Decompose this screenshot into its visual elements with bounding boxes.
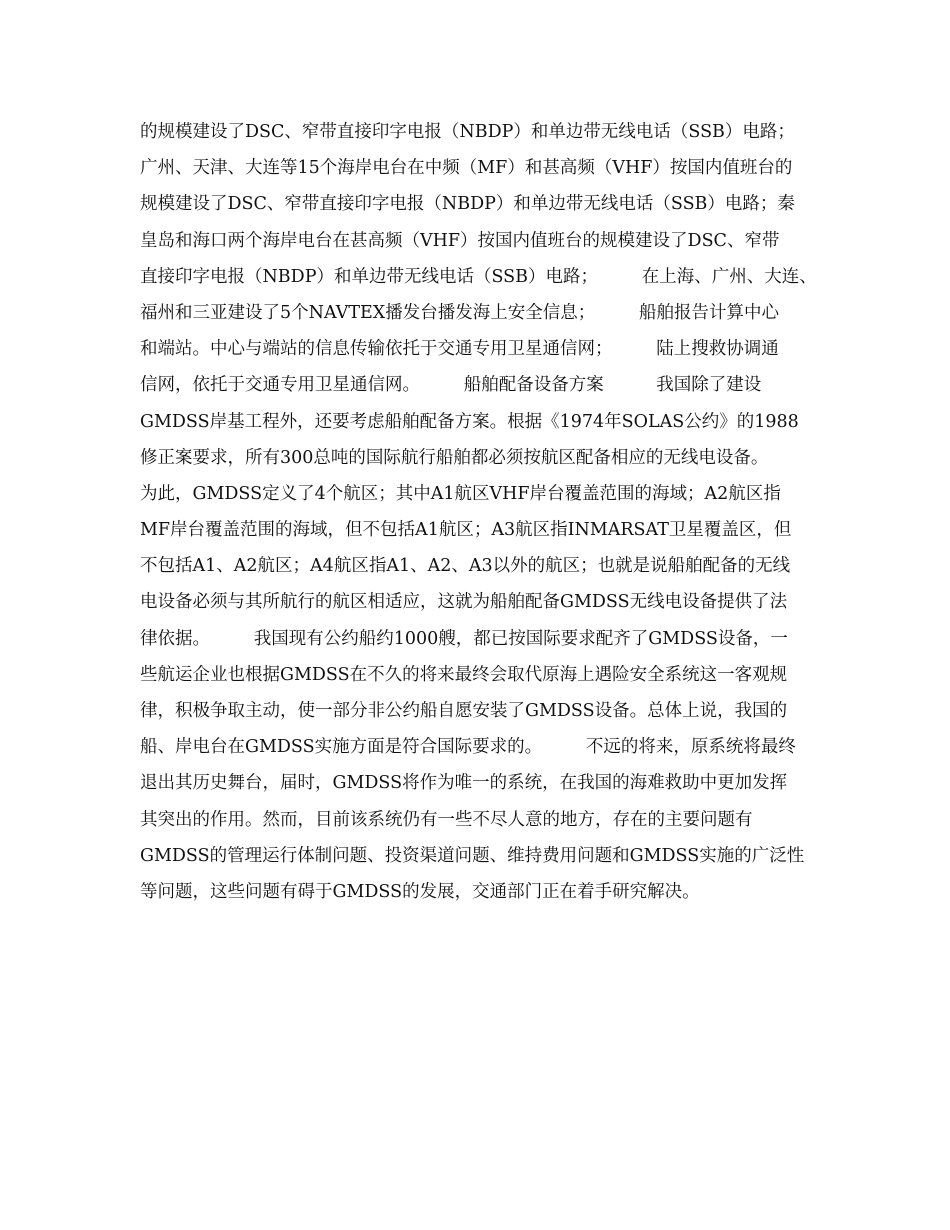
text-line: 和端站。中心与端站的信息传输依托于交通专用卫星通信网； 陆上搜救协调通 [140,339,779,360]
text-line: MF岸台覆盖范围的海域，但不包括A1航区；A3航区指INMARSAT卫星覆盖区，但 [140,520,792,541]
text-line: 不包括A1、A2航区；A4航区指A1、A2、A3以外的航区；也就是说船舶配备的无线 [140,556,791,577]
text-line: 修正案要求，所有300总吨的国际航行船舶都必须按航区配备相应的无线电设备。 [140,447,769,468]
text-line: 船、岸电台在GMDSS实施方面是符合国际要求的。 不远的将来，原系统将最终 [140,737,796,758]
body-text [140,114,840,910]
text-line: GMDSS的管理运行体制问题、投资渠道问题、维持费用问题和GMDSS实施的广泛性 [140,845,805,866]
text-line: GMDSS岸基工程外，还要考虑船舶配备方案。根据《1974年SOLAS公约》的1988 [140,411,799,432]
text-line: 电设备必须与其所航行的航区相适应，这就为船舶配备GMDSS无线电设备提供了法 [140,592,788,613]
text-line: 退出其历史舞台，届时，GMDSS将作为唯一的系统，在我国的海难救助中更加发挥 [140,773,788,794]
text-line: 律依据。 我国现有公约船约1000艘，都已按国际要求配齐了GMDSS设备，一 [140,628,788,649]
text-line: 律，积极争取主动，使一部分非公约船自愿安装了GMDSS设备。总体上说，我国的 [140,701,788,721]
text-line: 规模建设了DSC、窄带直接印字电报（NBDP）和单边带无线电话（SSB）电路；秦 [140,194,795,215]
text-line: 直接印字电报（NBDP）和单边带无线电话（SSB）电路； 在上海、广州、大连、 [140,266,817,287]
text-line: 些航运企业也根据GMDSS在不久的将来最终会取代原海上遇险安全系统这一客观规 [140,664,788,685]
text-line: 福州和三亚建设了5个NAVTEX播发台播发海上安全信息； 船舶报告计算中心 [140,302,780,323]
text-line: 皇岛和海口两个海岸电台在甚高频（VHF）按国内值班台的规模建设了DSC、窄带 [140,230,780,251]
text-line: 广州、天津、大连等15个海岸电台在中频（MF）和甚高频（VHF）按国内值班台的 [140,158,793,179]
text-line: 为此，GMDSS定义了4个航区；其中A1航区VHF岸台覆盖范围的海域；A2航区指 [140,483,781,504]
text-line: 信网，依托于交通专用卫星通信网。 船舶配备设备方案 我国除了建设 [140,375,762,396]
text-line: 等问题，这些问题有碍于GMDSS的发展，交通部门正在着手研究解决。 [140,881,700,902]
text-line: 的规模建设了DSC、窄带直接印字电报（NBDP）和单边带无线电话（SSB）电路； [140,122,795,142]
text-line: 其突出的作用。然而，目前该系统仍有一些不尽人意的地方，存在的主要问题有 [140,809,753,830]
